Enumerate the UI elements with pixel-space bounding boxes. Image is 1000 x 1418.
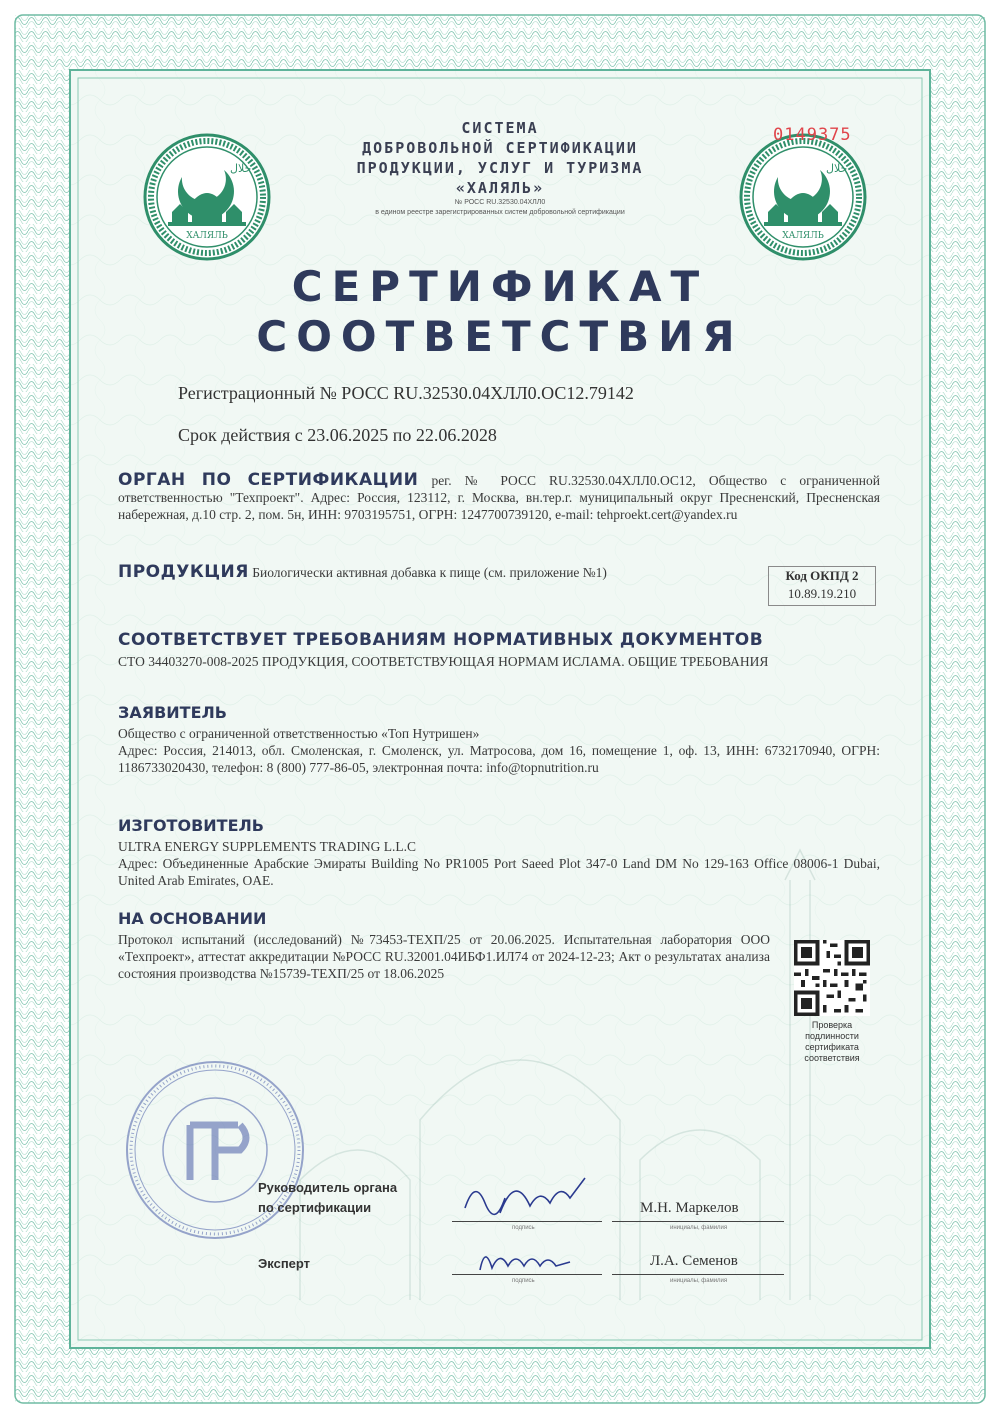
name-caption: инициалы, фамилия <box>670 1278 728 1284</box>
head-signature <box>455 1168 605 1228</box>
head-name-line <box>612 1221 784 1222</box>
title-line-2: СООТВЕТСТВИЯ <box>256 312 744 361</box>
signature-caption: подпись <box>512 1225 535 1231</box>
system-header <box>270 118 730 218</box>
section-heading: ЗАЯВИТЕЛЬ <box>118 703 227 722</box>
halal-logo-left <box>142 132 272 262</box>
expert-signature-line <box>452 1274 602 1275</box>
okpd-label: Код ОКПД 2 <box>785 568 859 583</box>
section-text: Протокол испытаний (исследований) №73453-ТЕХП/25 от 20.06.2025. Испытательная лаборатория ООО «Техпроект», аттестат аккредитации №РОСС RU.32001.04ИБФ1.ИЛ74 от 2024-12-23; Акт о результатах анализа состояния производства №15739-ТЕХП/25 от 18.06.2025 <box>118 932 770 981</box>
section-text: рег. № РОСС RU.32530.04ХЛЛ0.ОС12, Общество с ограниченной ответственностью "Техпроект". Адрес: Россия, 123112, г. Москва, вн.тер.г. муниципальный округ Пресненский, Пресненская набережная, д.10 стр. 2, пом. 5н, ИНН: 9703195751, ОГРН: 1247700739120, e-mail: tehproekt.cert@yandex.ru <box>118 473 881 522</box>
head-signature-line <box>452 1221 602 1222</box>
section-text: Биологически активная добавка к пище (см. приложение №1) <box>252 565 607 580</box>
expert-name-line <box>612 1274 784 1275</box>
verification-qr-code[interactable] <box>794 940 870 1016</box>
expert-name: Л.А. Семенов <box>650 1253 738 1269</box>
certification-body-section <box>118 472 880 523</box>
product-section <box>118 564 758 581</box>
registration-number: Регистрационный № РОСС RU.32530.04ХЛЛ0.ОС12.79142 <box>178 383 634 403</box>
conformity-section <box>118 632 880 670</box>
title-line-1: СЕРТИФИКАТ <box>291 262 709 311</box>
system-line: СИСТЕМА <box>461 119 539 137</box>
section-heading: ИЗГОТОВИТЕЛЬ <box>118 816 264 835</box>
okpd-code: 10.89.19.210 <box>787 586 857 601</box>
section-text: СТО 34403270-008-2025 ПРОДУКЦИЯ, СООТВЕТСТВУЮЩАЯ НОРМАМ ИСЛАМА. ОБЩИЕ ТРЕБОВАНИЯ <box>118 654 769 669</box>
head-name: М.Н. Маркелов <box>640 1200 739 1216</box>
serial-number: 0149375 <box>773 125 852 145</box>
system-registry-note: в едином реестре зарегистрированных систем добровольной сертификации <box>375 209 625 216</box>
section-text: Адрес: Объединенные Арабские Эмираты Building No PR1005 Port Saeed Plot 347-0 Land DM No 129-163 Office 08006-1 Dubai, United Arab Emirates, OAE. <box>118 856 880 888</box>
system-line: ДОБРОВОЛЬНОЙ СЕРТИФИКАЦИИ <box>362 139 638 157</box>
expert-label: Эксперт <box>258 1256 311 1271</box>
name-caption: инициалы, фамилия <box>670 1225 728 1231</box>
halal-logo-right <box>738 132 868 262</box>
head-label-line-2: по сертификации <box>258 1200 372 1215</box>
section-text: Адрес: Россия, 214013, обл. Смоленская, г. Смоленск, ул. Матросова, дом 16, помещение 1, оф. 13, ИНН: 6732170940, ОГРН: 1186733020430, телефон: 8 (800) 777-86-05, электронная почта: info@topnutrition.ru <box>118 743 880 775</box>
logo-caption: ХАЛЯЛЬ <box>186 231 228 241</box>
validity-period: Срок действия с 23.06.2025 по 22.06.2028 <box>178 425 497 445</box>
applicant-section <box>118 704 880 776</box>
system-line: «ХАЛЯЛЬ» <box>455 179 545 197</box>
logo-arabic-text: حلال <box>230 162 252 175</box>
basis-section <box>118 910 770 982</box>
qr-caption: Проверка подлинности сертификата соответствия <box>804 1020 860 1063</box>
section-heading: ОРГАН ПО СЕРТИФИКАЦИИ <box>118 470 419 490</box>
head-label-line-1: Руководитель органа <box>258 1180 398 1195</box>
logo-caption: ХАЛЯЛЬ <box>782 231 824 241</box>
okpd-code-box <box>768 566 876 606</box>
section-heading: НА ОСНОВАНИИ <box>118 909 267 928</box>
system-line: ПРОДУКЦИИ, УСЛУГ И ТУРИЗМА <box>356 159 644 177</box>
applicant-name: Общество с ограниченной ответственностью «Топ Нутришен» <box>118 726 480 741</box>
head-label <box>258 1178 397 1218</box>
signature-caption: подпись <box>512 1278 535 1284</box>
system-reg-number: № РОСС RU.32530.04ХЛЛ0 <box>454 199 546 206</box>
section-heading: ПРОДУКЦИЯ <box>118 562 249 582</box>
manufacturer-name: ULTRA ENERGY SUPPLEMENTS TRADING L.L.C <box>118 839 417 854</box>
manufacturer-section <box>118 817 880 889</box>
logo-arabic-text: حلال <box>826 162 848 175</box>
section-heading: СООТВЕТСТВУЕТ ТРЕБОВАНИЯМ НОРМАТИВНЫХ ДОКУМЕНТОВ <box>118 630 764 650</box>
